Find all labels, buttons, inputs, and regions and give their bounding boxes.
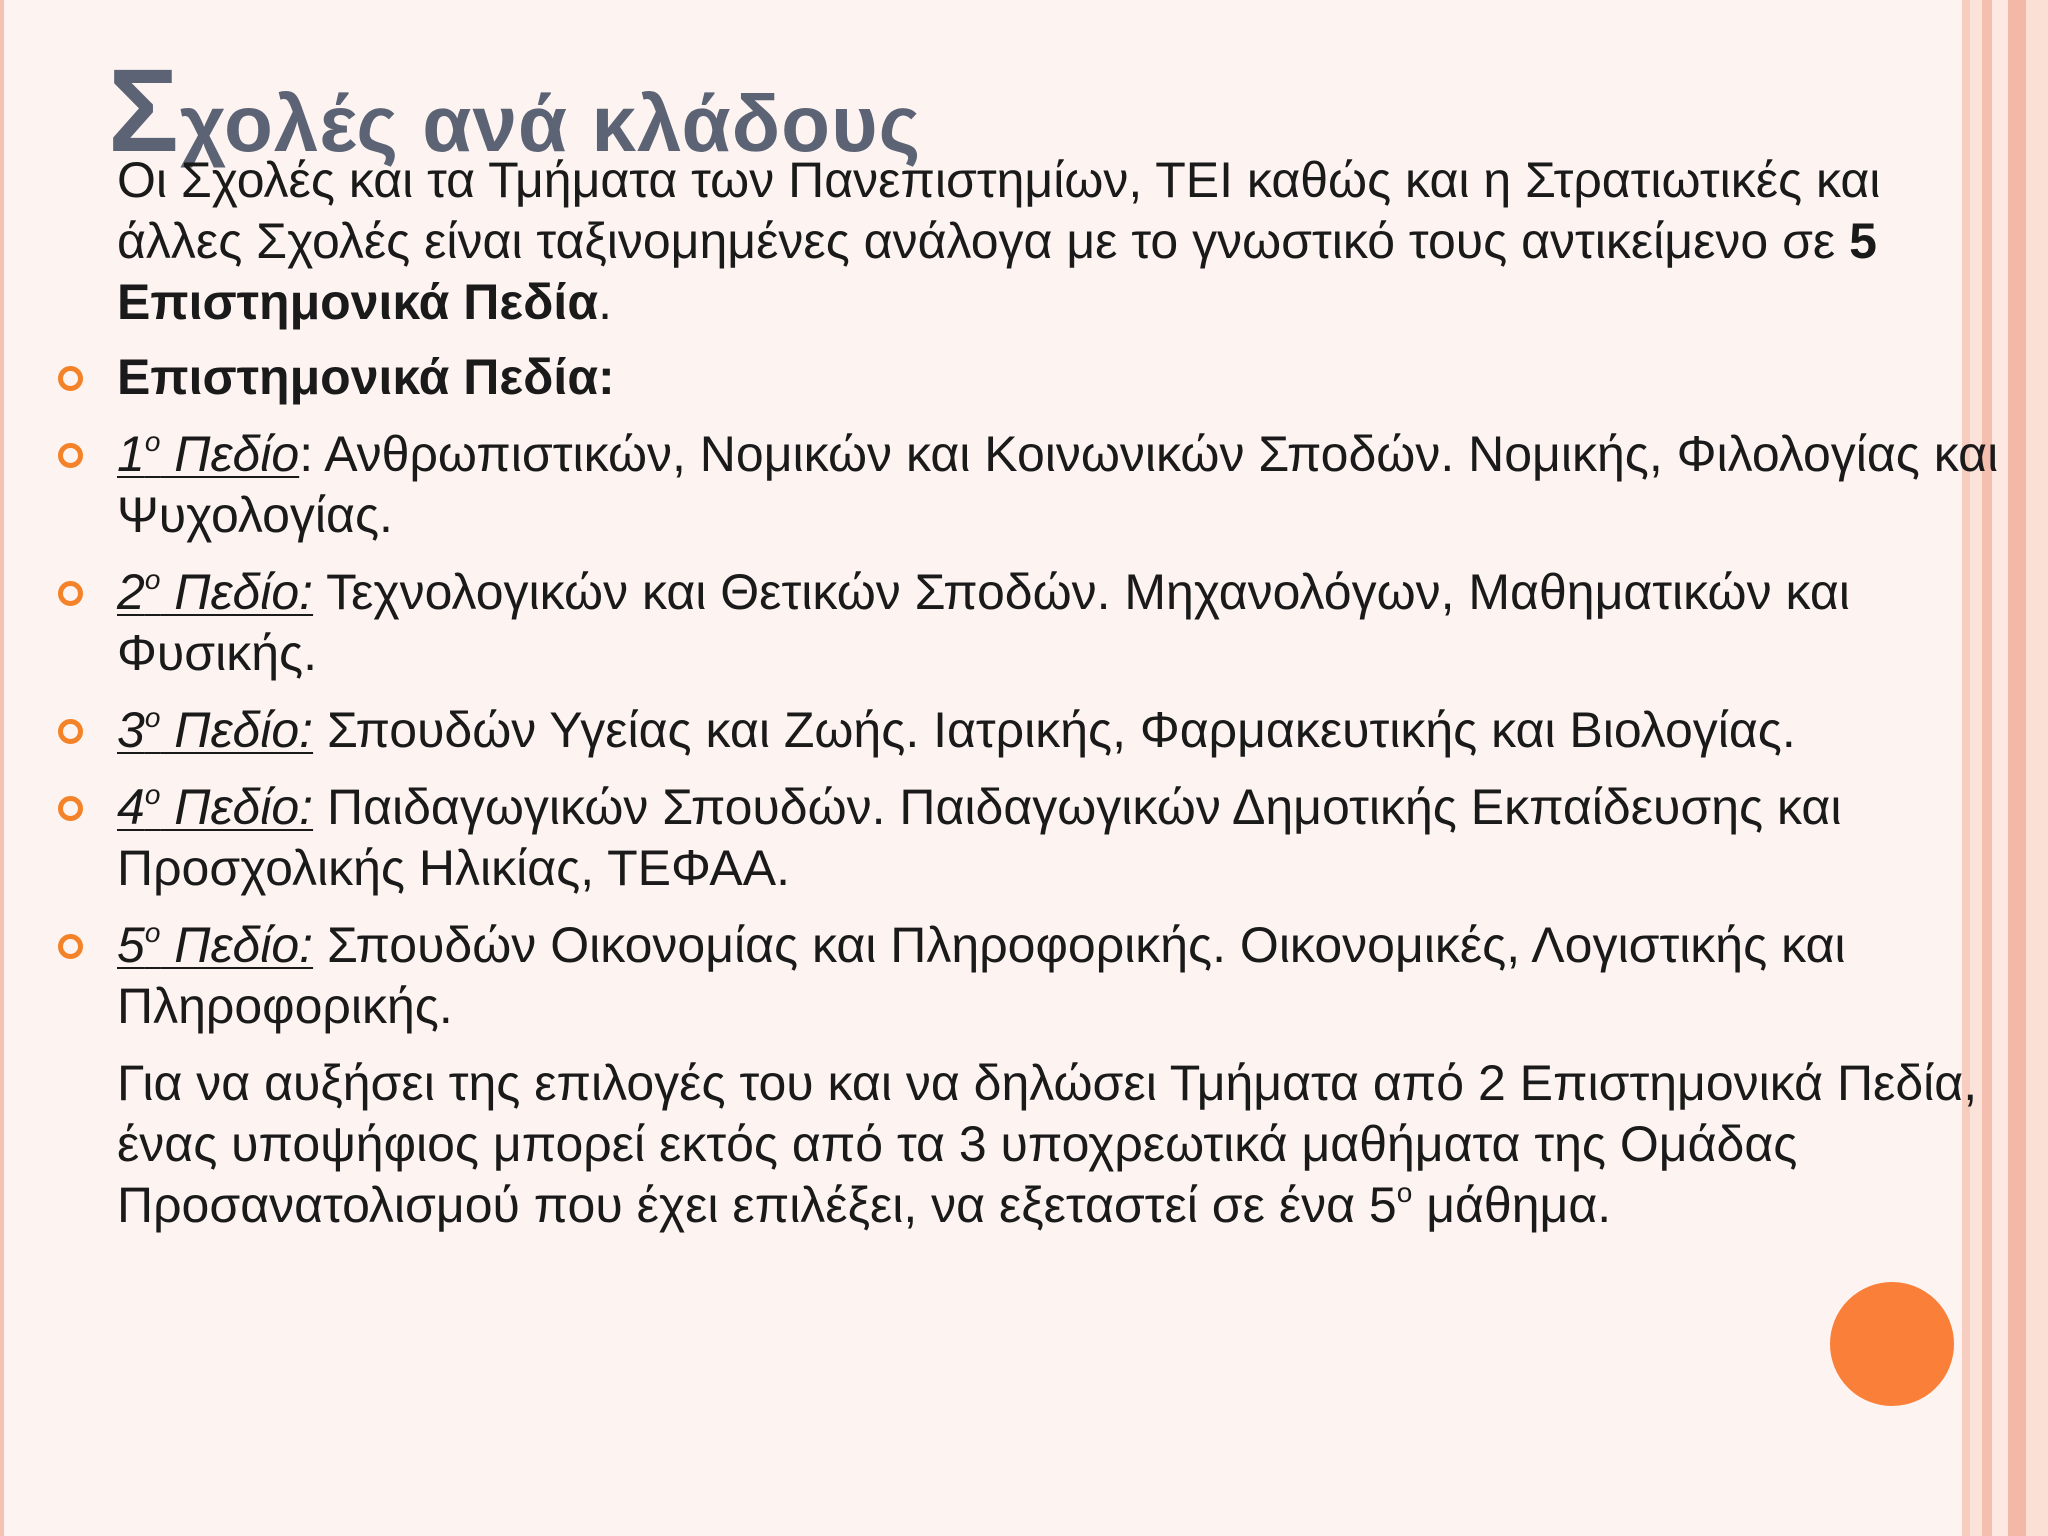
intro-period: . xyxy=(598,274,612,330)
field-item xyxy=(0,915,2017,1037)
slide-title-capital: Σ xyxy=(108,45,180,177)
field-word: Πεδίο xyxy=(160,426,300,482)
field-item xyxy=(0,424,2017,546)
field-ordinal: ο xyxy=(144,426,161,457)
field-label xyxy=(117,702,313,758)
fields-heading: Επιστημονικά Πεδία: xyxy=(117,349,615,405)
closing-text: Για να αυξήσει της επιλογές του και να δηλώσει Τμήματα από 2 Επιστημονικά Πεδία, ένας υποψήφιος μπορεί εκτός από τα 3 υποχρεωτικά μαθήματα της Ομάδας Προσανατολισμού που έχει επιλέξει, να εξεταστεί σε ένα 5 xyxy=(117,1055,1978,1233)
closing-text-end: μάθημα. xyxy=(1412,1177,1612,1233)
field-number: 2 xyxy=(117,564,145,620)
field-number: 5 xyxy=(117,917,145,973)
field-label xyxy=(117,564,313,620)
field-ordinal: ο xyxy=(144,702,161,733)
field-label xyxy=(117,917,313,973)
field-ordinal: ο xyxy=(144,779,161,810)
slide-title-rest: χολές ανά κλάδους xyxy=(179,79,922,168)
bullet-icon xyxy=(58,581,83,606)
slide-body xyxy=(0,150,2048,1236)
field-label xyxy=(117,779,313,835)
field-word: Πεδίο: xyxy=(160,917,314,973)
fields-heading-item xyxy=(0,347,2017,408)
field-ordinal: ο xyxy=(144,917,161,948)
field-label xyxy=(117,426,299,482)
bullet-icon xyxy=(58,366,83,391)
bullet-icon xyxy=(58,796,83,821)
bullet-icon xyxy=(58,934,83,959)
field-number: 4 xyxy=(117,779,145,835)
field-word: Πεδίο: xyxy=(160,702,314,758)
field-description: Τεχνολογικών και Θετικών Σποδών. Μηχανολόγων, Μαθηματικών και Φυσικής. xyxy=(117,564,1850,681)
field-ordinal: ο xyxy=(144,564,161,595)
intro-text: Οι Σχολές και τα Τμήματα των Πανεπιστημίων, ΤΕΙ καθώς και η Στρατιωτικές και άλλες Σχολές είναι ταξινομημένες ανάλογα με το γνωστικό τους αντικείμενο σε xyxy=(117,152,1881,269)
field-number: 1 xyxy=(117,426,145,482)
closing-paragraph xyxy=(0,1053,2017,1236)
field-word: Πεδίο: xyxy=(160,779,314,835)
orange-circle-decoration xyxy=(1826,1278,1958,1410)
field-number: 3 xyxy=(117,702,145,758)
field-word: Πεδίο: xyxy=(160,564,314,620)
bullet-icon xyxy=(58,719,83,744)
field-item xyxy=(0,562,2017,684)
field-description: Παιδαγωγικών Σπουδών. Παιδαγωγικών Δημοτικής Εκπαίδευσης και Προσχολικής Ηλικίας, ΤΕΦΑΑ. xyxy=(117,779,1842,896)
closing-ordinal: ο xyxy=(1396,1177,1413,1208)
intro-paragraph xyxy=(0,150,2017,333)
bullet-icon xyxy=(58,443,83,468)
field-item xyxy=(0,777,2017,899)
field-item xyxy=(0,700,2017,761)
field-description: Σπουδών Οικονομίας και Πληροφορικής. Οικονομικές, Λογιστικής και Πληροφορικής. xyxy=(117,917,1846,1034)
intro-bold-text: 5 Επιστημονικά Πεδία xyxy=(117,213,1877,330)
field-description: Ανθρωπιστικών, Νομικών και Κοινωνικών Σποδών. Νομικής, Φιλολογίας και Ψυχολογίας. xyxy=(117,426,1999,543)
field-description: Σπουδών Υγείας και Ζωής. Ιατρικής, Φαρμακευτικής και Βιολογίας. xyxy=(313,702,1796,758)
field-colon: : xyxy=(299,426,314,482)
